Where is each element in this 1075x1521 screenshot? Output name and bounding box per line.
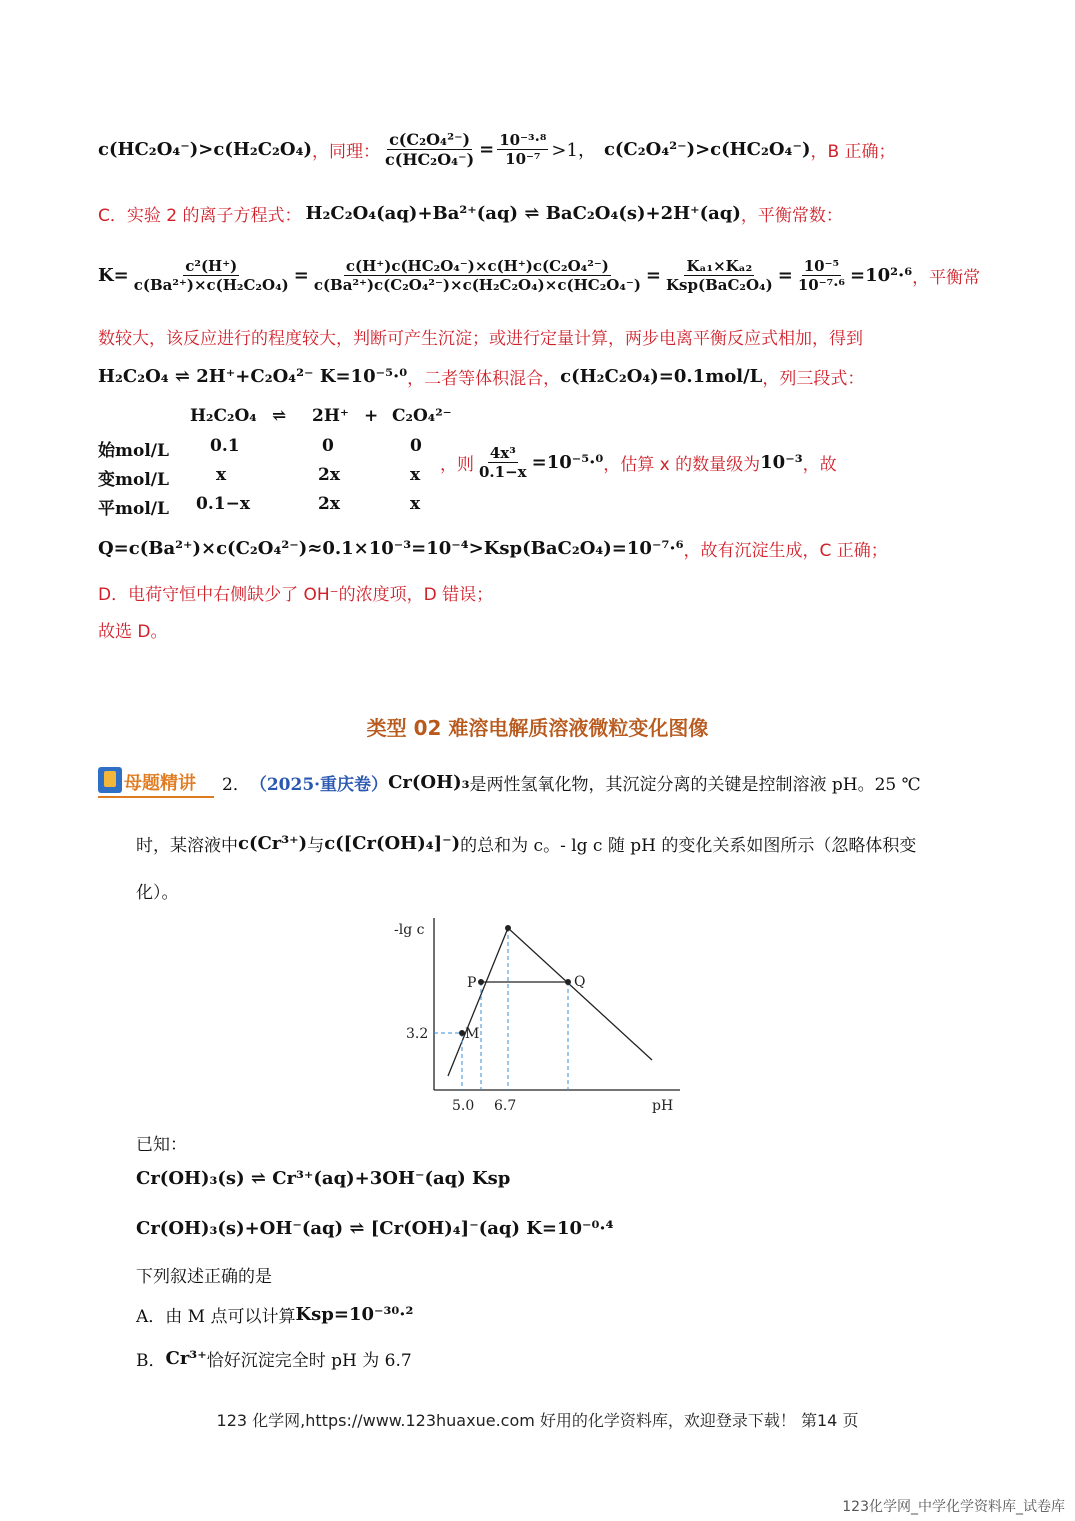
k-tail: ，平衡常 [912, 267, 981, 288]
point-label-q: Q [574, 974, 586, 990]
k-frac-1 [132, 257, 291, 294]
question-line-2 [136, 826, 916, 860]
fraction-den: c(HC₂O₄⁻) [385, 149, 475, 169]
c-tail: ，平衡常数： [740, 205, 843, 226]
ineq-b: c(C₂O₄²⁻)>c(HC₂O₄⁻) [603, 138, 811, 160]
option-a-text: A．由 M 点可以计算 [136, 1306, 296, 1327]
line-k: K= $\frac{\text{c²(H⁺)}}{\text{c(Ba²⁺)×c(H₂C₂O₄)}}$ = $\frac{\text{c(H⁺)c(HC₂O₄⁻)×c(H⁺)c(C₂O₄²⁻)}}{\text{c(Ba²⁺)c(C₂O₄²⁻)×c(H₂C₂O₄)×c(HC₂O₄⁻)}}$ = $\frac{\text{Kₐ₁×Kₐ₂}}{\text{Ksp(BaC₂O₄)}}$ = $\frac{\text{10⁻⁵}}{\text{10⁻⁷·⁶}}$ =10²·⁶ ，平衡常 [98, 256, 981, 294]
point-peak [505, 925, 511, 931]
page-footer: 123 化学网,https://www.123huaxue.com 好用的化学资料库，欢迎登录下载！ 第14 页 [216, 1411, 859, 1430]
line-d1: 数较大，该反应进行的程度较大，判断可产生沉淀；或进行定量计算，两步电离平衡反应式相加，得到 [98, 329, 863, 349]
ice-tail2: ，故 [802, 454, 837, 475]
option-b-lead: B． [136, 1350, 166, 1371]
k-frac-2 [312, 257, 643, 294]
line-1 [98, 118, 896, 180]
point-p [478, 979, 484, 985]
ice-row-label: 变mol/L [98, 470, 169, 490]
ice-row-label: 始mol/L [98, 441, 169, 461]
ice-table [98, 404, 458, 524]
notebook-icon [98, 767, 122, 793]
question-line-1 [222, 768, 921, 796]
e-conc: c(H₂C₂O₄)=0.1mol/L [560, 365, 763, 387]
ice-h1: H₂C₂O₄ [190, 406, 257, 426]
q-tail: ，故有沉淀生成，C 正确； [683, 540, 888, 561]
fraction-ratio [383, 130, 476, 169]
fraction-num: c(C₂O₄²⁻) [389, 129, 471, 149]
y-tick-label: 3.2 [406, 1026, 429, 1042]
question-text-2c: 的总和为 c。- lg c 随 pH 的变化关系如图所示（忽略体积变 [460, 835, 917, 856]
question-formula: Cr(OH)₃ [388, 771, 470, 793]
ice-row-c: x [410, 494, 421, 514]
ice-frac-den: 0.1−x [479, 462, 527, 481]
ineq-a: c(HC₂O₄⁻)>c(H₂C₂O₄) [98, 138, 313, 160]
x-tick-label: 5.0 [452, 1098, 475, 1114]
ice-then: ，则 [440, 454, 474, 475]
ice-res: =10⁻⁵·⁰ [531, 451, 604, 473]
watermark: 123化学网_中学化学资料库_试卷库 [842, 1499, 1065, 1515]
k-frac-4 [796, 257, 847, 294]
fraction-den2: 10⁻⁷ [505, 149, 541, 168]
point-label-p: P [467, 975, 477, 991]
ice-row-a: 0.1 [210, 436, 240, 456]
q-equation: Q=c(Ba²⁺)×c(C₂O₄²⁻)≈0.1×10⁻³=10⁻⁴>Ksp(BaC₂O₄)=10⁻⁷·⁶ [98, 537, 684, 559]
line-c [98, 200, 843, 226]
gt-one: >1， [551, 140, 596, 161]
fraction-num2: 10⁻³·⁸ [499, 130, 547, 149]
question-text-2a: 时，某溶液中 [136, 835, 238, 856]
chart-axes [434, 918, 680, 1090]
option-a[interactable] [136, 1300, 413, 1328]
ice-row-a: 0.1−x [196, 494, 250, 514]
k-frac-4-num: 10⁻⁵ [803, 256, 840, 275]
known-eq-1: Cr(OH)₃(s) ⇌ Cr³⁺(aq)+3OH⁻(aq) Ksp [136, 1168, 511, 1189]
y-axis-label: -lg c [394, 922, 425, 938]
x-tick-label: 6.7 [494, 1098, 517, 1114]
ice-h2: ⇌ [272, 406, 287, 426]
ice-h5: C₂O₄²⁻ [392, 406, 452, 426]
guide-lines [434, 928, 568, 1090]
c-equation: H₂C₂O₄(aq)+Ba²⁺(aq) ⇌ BaC₂O₄(s)+2H⁺(aq) [305, 202, 741, 224]
option-b[interactable] [136, 1344, 412, 1372]
known-eq-2: Cr(OH)₃(s)+OH⁻(aq) ⇌ [Cr(OH)₄]⁻(aq) K=10⁻⁰·⁴ [136, 1218, 614, 1239]
badge-underline [98, 796, 214, 798]
k-frac-2-den: c(Ba²⁺)c(C₂O₄²⁻)×c(H₂C₂O₄)×c(HC₂O₄⁻) [313, 275, 641, 294]
ice-frac-num: 4x³ [489, 443, 516, 462]
line-d: D．电荷守恒中右侧缺少了 OH⁻的浓度项，D 错误； [98, 585, 494, 605]
k-frac-4-den: 10⁻⁷·⁶ [797, 275, 845, 294]
section-title: 类型 02 难溶电解质溶液微粒变化图像 [366, 716, 709, 740]
ice-mag: 10⁻³ [760, 451, 803, 473]
same-text: ，同理： [312, 141, 381, 162]
k-frac-1-num: c²(H⁺) [185, 256, 238, 275]
option-b-formula: Cr³⁺ [165, 1347, 207, 1369]
k-frac-3 [664, 257, 775, 294]
e-tail: ，列三段式： [762, 368, 865, 389]
x-axis-label: pH [652, 1098, 674, 1114]
k-frac-3-num: Kₐ₁×Kₐ₂ [686, 256, 753, 275]
mother-question-badge [98, 765, 214, 799]
ice-result [440, 436, 837, 488]
badge-label: 母题精讲 [124, 773, 196, 794]
ice-row-c: 0 [410, 436, 422, 456]
line-e [98, 362, 864, 390]
question-text-2b: 与 [307, 835, 325, 856]
k-frac-2-num: c(H⁺)c(HC₂O₄⁻)×c(H⁺)c(C₂O₄²⁻) [345, 256, 609, 275]
ice-row-b: 2x [318, 494, 340, 514]
ice-h3: 2H⁺ [312, 406, 349, 426]
option-b-text: 恰好沉淀完全时 pH 为 6.7 [206, 1350, 412, 1371]
equals: = [479, 138, 495, 160]
point-q [565, 979, 571, 985]
e-equation: H₂C₂O₄ ⇌ 2H⁺+C₂O₄²⁻ K=10⁻⁵·⁰ [98, 365, 408, 387]
curve [448, 928, 652, 1076]
ice-row-b: 0 [322, 436, 334, 456]
k-frac-3-den: Ksp(BaC₂O₄) [666, 275, 773, 294]
ice-row-b: 2x [318, 465, 340, 485]
b-correct: ，B 正确； [810, 141, 896, 162]
option-a-formula: Ksp=10⁻³⁰·² [295, 1303, 414, 1325]
ice-frac [477, 444, 529, 481]
ice-row-label: 平mol/L [98, 499, 169, 519]
e-mid: ，二者等体积混合， [407, 368, 561, 389]
ice-h4: + [364, 406, 379, 426]
line-q [98, 534, 888, 562]
question-source: （2025·重庆卷） [249, 774, 389, 795]
ice-row-a: x [216, 465, 227, 485]
point-label-m: M [465, 1026, 480, 1042]
k-result: =10²·⁶ [849, 264, 913, 286]
question-text-1: 是两性氢氧化物，其沉淀分离的关键是控制溶液 pH。25 ℃ [469, 774, 921, 795]
line-answer: 故选 D。 [98, 622, 168, 642]
k-symbol: K= [98, 264, 129, 286]
c-lead: C．实验 2 的离子方程式： [98, 205, 302, 226]
question-c1: c(Cr³⁺) [238, 832, 308, 854]
known-label: 已知： [136, 1135, 187, 1155]
question-c2: c([Cr(OH)₄]⁻) [324, 832, 461, 854]
ice-tail1: ，估算 x 的数量级为 [603, 454, 761, 475]
fraction-value [497, 131, 548, 168]
ice-row-c: x [410, 465, 421, 485]
lgc-ph-chart [390, 910, 690, 1120]
question-line-3: 化）。 [136, 883, 179, 903]
question-prompt: 下列叙述正确的是 [136, 1267, 272, 1287]
k-frac-1-den: c(Ba²⁺)×c(H₂C₂O₄) [133, 275, 289, 294]
question-number: 2． [222, 774, 250, 795]
